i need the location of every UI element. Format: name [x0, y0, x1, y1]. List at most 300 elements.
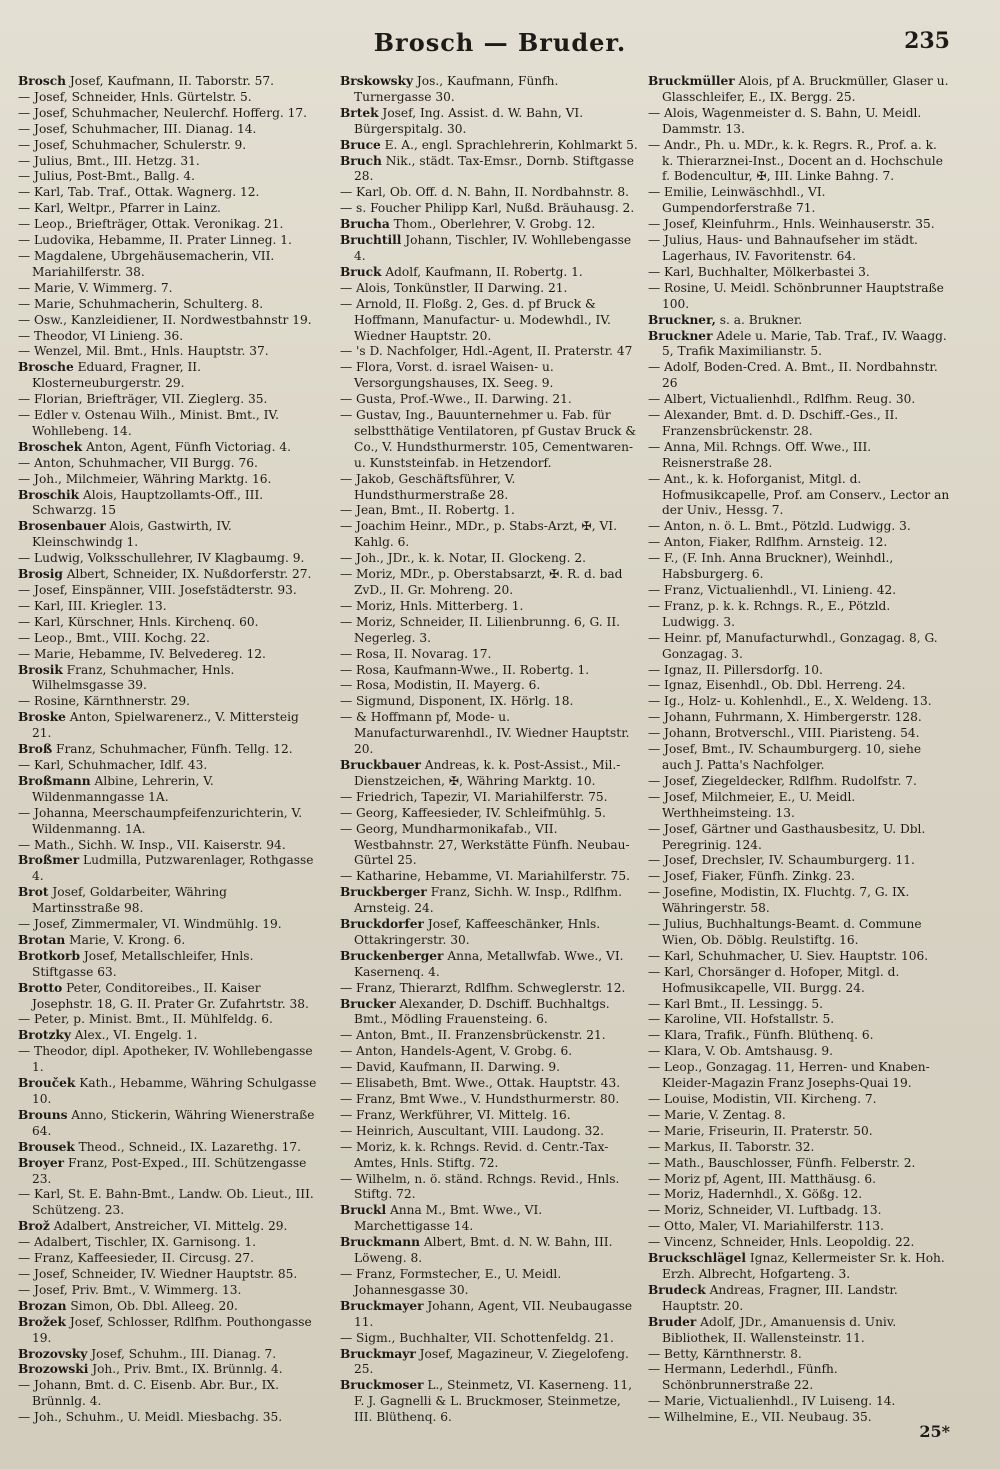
entry-surname: Broßmann [18, 773, 91, 788]
directory-entry [340, 472, 638, 504]
directory-entry [648, 853, 950, 869]
entry-details: — Johanna, Meerschaumpfeifenzurichterin, V. Wildenmanng. 1A. [18, 805, 303, 836]
directory-entry [18, 1267, 318, 1283]
entry-details: Alex., VI. Engelg. 1. [70, 1028, 198, 1043]
directory-entry [648, 360, 950, 392]
signature-mark: 25* [919, 1422, 950, 1441]
entry-surname: Bruckmann [340, 1235, 420, 1250]
entry-details: — Moriz, k. k. Rchngs. Revid. d. Centr.-Tax-Amtes, Hnls. Stiftg. 72. [340, 1139, 609, 1170]
entry-details: Anton, Agent, Fünfh Victoriag. 4. [82, 439, 291, 454]
entry-details: Josef, Magazineur, V. Ziegelofeng. 25. [354, 1346, 629, 1377]
entry-details: — Peter, p. Minist. Bmt., II. Mühlfeldg. 6. [18, 1012, 273, 1027]
entry-details: — Adalbert, Tischler, IX. Garnisong. 1. [18, 1235, 257, 1250]
directory-entry [648, 392, 950, 408]
directory-entry [340, 1140, 638, 1172]
directory-entry [648, 1219, 950, 1235]
directory-entry [18, 742, 318, 758]
directory-entry [18, 217, 318, 233]
entry-details: — Alois, Wagenmeister d. S. Bahn, U. Meidl. Dammstr. 13. [648, 105, 922, 136]
entry-details: — Josef, Ziegeldecker, Rdlfhm. Rudolfstr. 7. [648, 773, 917, 788]
entry-details: — Anton, n. ö. L. Bmt., Pötzld. Ludwigg. 3. [648, 519, 911, 534]
directory-entry [18, 1219, 318, 1235]
directory-entry [648, 1347, 950, 1363]
directory-entry [648, 440, 950, 472]
entry-details: — Georg, Mundharmonikafab., VII. Westbahnstr. 27, Werkstätte Fünfh. Neubau-Gürtel 25. [340, 821, 630, 868]
entry-details: Adalbert, Anstreicher, VI. Mittelg. 29. [49, 1219, 288, 1234]
directory-entry [18, 249, 318, 281]
directory-column-2 [340, 74, 638, 1426]
directory-entry [18, 694, 318, 710]
directory-entry [648, 74, 950, 106]
directory-entry [18, 233, 318, 249]
directory-entry [340, 201, 638, 217]
entry-surname: Brucker [340, 996, 396, 1011]
entry-details: — s. Foucher Philipp Karl, Nußd. Bräuhausg. 2. [340, 201, 635, 216]
entry-surname: Bruck [340, 264, 382, 279]
entry-details: — Alexander, Bmt. d. D. Dschiff.-Ges., II. Franzensbrückenstr. 28. [648, 408, 899, 438]
entry-details: — Emilie, Leinwäschhdl., VI. Gumpendorferstraße 71. [648, 185, 826, 216]
entry-surname: Broß [18, 742, 53, 757]
directory-entry [18, 281, 318, 297]
entry-details: Josef, Kaufmann, II. Taborstr. 57. [66, 74, 274, 88]
directory-entry [648, 1235, 950, 1251]
directory-entry [648, 1172, 950, 1188]
directory-entry [18, 583, 318, 599]
entry-details: — Katharine, Hebamme, VI. Mariahilferstr. 75. [340, 869, 631, 884]
entry-details: — Franz, p. k. k. Rchngs. R., E., Pötzld. Ludwigg. 3. [648, 598, 891, 629]
entry-details: Albine, Lehrerin, V. Wildenmanngasse 1A. [32, 773, 214, 804]
directory-entry [340, 185, 638, 201]
directory-entry [18, 758, 318, 774]
directory-entry [18, 1108, 318, 1140]
directory-entry [648, 774, 950, 790]
directory-entry [648, 265, 950, 281]
directory-entry [18, 1347, 318, 1363]
entry-details: — Anton, Fiaker, Rdlfhm. Arnsteig. 12. [648, 535, 888, 550]
directory-entry [340, 233, 638, 265]
directory-entry [340, 1235, 638, 1267]
entry-details: — Rosine, Kärnthnerstr. 29. [18, 694, 190, 709]
entry-details: Josef, Goldarbeiter, Währing Martinsstraße 98. [32, 885, 227, 916]
directory-entry [18, 185, 318, 201]
entry-details: — Vincenz, Schneider, Hnls. Leopoldig. 22. [648, 1235, 915, 1250]
entry-details: — Josef, Bmt., IV. Schaumburgerg. 10, siehe auch J. Patta's Nachfolger. [648, 742, 922, 772]
entry-details: — Georg, Kaffeesieder, IV. Schleifmühlg. 5. [340, 805, 606, 820]
directory-entry [18, 551, 318, 567]
entry-details: — F., (F. Inh. Anna Bruckner), Weinhdl., Habsburgerg. 6. [648, 551, 894, 582]
directory-entry [18, 917, 318, 933]
directory-entry [648, 1060, 950, 1092]
entry-details: — Josefine, Modistin, IX. Fluchtg. 7, G. IX. Währingerstr. 58. [648, 885, 910, 916]
entry-details: — Julius, Haus- und Bahnaufseher im städt. Lagerhaus, IV. Favoritenstr. 64. [648, 233, 918, 263]
entry-details: — Karl, Tab. Traf., Ottak. Wagnerg. 12. [18, 185, 260, 200]
directory-entry [340, 1124, 638, 1140]
directory-entry [340, 567, 638, 599]
directory-entry [18, 344, 318, 360]
entry-details: — Wilhelmine, E., VII. Neubaug. 35. [648, 1410, 872, 1425]
entry-details: — Louise, Modistin, VII. Kircheng. 7. [648, 1092, 877, 1106]
entry-details: — Moriz, MDr., p. Oberstabsarzt, ✠. R. d. bad ZvD., II. Gr. Mohreng. 20. [340, 567, 623, 597]
entry-surname: Brosch [18, 74, 66, 88]
directory-entry [18, 456, 318, 472]
entry-details: — Jakob, Geschäftsführer, V. Hundsthurmerstraße 28. [340, 471, 516, 502]
entry-details: — Marie, V. Zentag. 8. [648, 1107, 786, 1122]
entry-details: — Josef, Schneider, Hnls. Gürtelstr. 5. [18, 89, 252, 104]
entry-details: Anno, Stickerin, Währing Wienerstraße 64. [32, 1107, 315, 1138]
entry-surname: Brož [18, 1219, 50, 1234]
directory-entry [648, 1124, 950, 1140]
entry-surname: Brouns [18, 1107, 68, 1122]
entry-details: — Wenzel, Mil. Bmt., Hnls. Hauptstr. 37. [18, 344, 269, 359]
entry-details: Josef, Schuhm., III. Dianag. 7. [87, 1346, 277, 1361]
entry-surname: Brosik [18, 662, 63, 677]
entry-surname: Bruckmayer [340, 1298, 424, 1313]
entry-surname: Brozowski [18, 1362, 89, 1377]
directory-entry [340, 917, 638, 949]
directory-entry [340, 710, 638, 758]
entry-details: Franz, Sichh. W. Insp., Rdlfhm. Arnsteig. 24. [354, 885, 622, 916]
directory-entry [18, 647, 318, 663]
entry-details: — Ludovika, Hebamme, II. Prater Linneg. 1. [18, 233, 292, 248]
directory-entry [340, 1028, 638, 1044]
directory-entry [340, 615, 638, 647]
directory-entry [18, 949, 318, 981]
entry-details: Anna, Metallwfab. Wwe., VI. Kasernenq. 4. [354, 948, 624, 979]
entry-details: Albert, Bmt. d. N. W. Bahn, III. Löweng. 8. [354, 1235, 613, 1266]
directory-entry [340, 806, 638, 822]
entry-details: — Karl, Kürschner, Hnls. Kirchenq. 60. [18, 614, 259, 629]
entry-details: — Alois, Tonkünstler, II Darwing. 21. [340, 280, 568, 295]
directory-entry [18, 408, 318, 440]
entry-details: — Franz, Victualienhdl., VI. Linieng. 42. [648, 583, 897, 597]
directory-entry [18, 360, 318, 392]
directory-entry [648, 535, 950, 551]
entry-details: — Johann, Bmt. d. C. Eisenb. Abr. Bur., IX. Brünnlg. 4. [18, 1378, 279, 1409]
entry-details: Josef, Schlosser, Rdlfhm. Pouthongasse 19. [32, 1314, 312, 1345]
entry-surname: Brosenbauer [18, 519, 106, 534]
entry-details: — Theodor, dipl. Apotheker, IV. Wohllebengasse 1. [18, 1044, 313, 1075]
directory-entry [648, 631, 950, 663]
directory-entry [18, 853, 318, 885]
directory-entry [18, 1044, 318, 1076]
entry-details: — Karl, III. Kriegler. 13. [18, 598, 167, 613]
directory-entry [648, 583, 950, 599]
directory-entry [648, 1251, 950, 1283]
directory-entry [648, 1108, 950, 1124]
entry-surname: Bruckmoser [340, 1378, 424, 1393]
entry-details: Joh., Priv. Bmt., IX. Brünnlg. 4. [88, 1362, 283, 1377]
directory-entry [340, 1092, 638, 1108]
directory-entry [340, 869, 638, 885]
entry-details: — Ant., k. k. Hoforganist, Mitgl. d. Hofmusikcapelle, Prof. am Conserv., Lector an der Univ., Hessg. 7. [648, 471, 950, 518]
directory-entry [340, 1299, 638, 1331]
entry-details: — Josef, Kleinfuhrm., Hnls. Weinhauserstr. 35. [648, 217, 935, 232]
entry-details: — Josef, Gärtner und Gasthausbesitz, U. Dbl. Peregrinig. 124. [648, 821, 926, 852]
entry-details: — Moriz, Hnls. Mitterberg. 1. [340, 598, 524, 613]
directory-entry [648, 678, 950, 694]
directory-entry [648, 329, 950, 361]
directory-column-3 [648, 74, 950, 1426]
page-number: 235 [904, 28, 950, 54]
entry-surname: Bruckdorfer [340, 917, 424, 932]
directory-entry [18, 1283, 318, 1299]
page-title: Brosch — Bruder. [373, 28, 627, 57]
directory-entry [340, 663, 638, 679]
entry-details: Adele u. Marie, Tab. Traf., IV. Waagg. 5, Trafik Maximilianstr. 5. [662, 328, 947, 359]
entry-details: — Marie, V. Wimmerg. 7. [18, 280, 173, 295]
directory-entry [340, 519, 638, 551]
entry-surname: Bruchtill [340, 233, 402, 248]
entry-details: — Karl Bmt., II. Lessingg. 5. [648, 996, 823, 1011]
directory-entry [18, 1028, 318, 1044]
directory-entry [648, 726, 950, 742]
directory-entry [18, 1076, 318, 1108]
entry-details: — Julius, Post-Bmt., Ballg. 4. [18, 169, 195, 184]
entry-surname: Bruckschlägel [648, 1251, 747, 1266]
directory-entry [340, 281, 638, 297]
entry-details: — Joachim Heinr., MDr., p. Stabs-Arzt, ✠, VI. Kahlg. 6. [340, 519, 617, 550]
entry-surname: Brotto [18, 980, 63, 995]
directory-entry [18, 169, 318, 185]
entry-details: Eduard, Fragner, II. Klosterneuburgerstr. 29. [32, 360, 201, 391]
directory-entry [340, 1331, 638, 1347]
directory-entry [648, 822, 950, 854]
directory-entry [340, 758, 638, 790]
entry-details: — Rosa, II. Novarag. 17. [340, 646, 492, 661]
entry-details: — Julius, Buchhaltungs-Beamt. d. Commune Wien, Ob. Döblg. Reulstiftg. 16. [648, 917, 922, 947]
entry-surname: Brosche [18, 360, 74, 375]
directory-entry [18, 122, 318, 138]
entry-details: — Rosa, Kaufmann-Wwe., II. Robertg. 1. [340, 662, 590, 677]
entry-surname: Bruckner, [648, 312, 716, 327]
entry-details: — Leop., Bmt., VIII. Kochg. 22. [18, 630, 210, 645]
entry-details: Marie, V. Krong. 6. [65, 932, 186, 947]
directory-entry [648, 1156, 950, 1172]
entry-details: — Josef, Drechsler, IV. Schaumburgerg. 11. [648, 853, 915, 868]
entry-details: — Heinrich, Auscultant, VIII. Laudong. 32. [340, 1123, 605, 1138]
entry-details: — Karl, Ob. Off. d. N. Bahn, II. Nordbahnstr. 8. [340, 185, 630, 200]
directory-entry [340, 408, 638, 472]
entry-details: — Moriz, Schneider, II. Lilienbrunng. 6, G. II. Negerleg. 3. [340, 614, 621, 645]
directory-entry [648, 710, 950, 726]
directory-entry [340, 297, 638, 345]
entry-details: — Anton, Bmt., II. Franzensbrückenstr. 21. [340, 1028, 606, 1043]
entry-surname: Broske [18, 710, 66, 725]
entry-surname: Brotzky [18, 1028, 71, 1043]
entry-details: — & Hoffmann pf, Mode- u. Manufacturwarenhdl., IV. Wiedner Hauptstr. 20. [340, 710, 630, 757]
directory-entry [648, 1028, 950, 1044]
directory-entry [340, 1378, 638, 1426]
entry-details: — Julius, Bmt., III. Hetzg. 31. [18, 153, 200, 168]
directory-entry [340, 1203, 638, 1235]
entry-details: — Josef, Zimmermaler, VI. Windmühlg. 19. [18, 917, 282, 932]
directory-entry [340, 885, 638, 917]
entry-details: — Hermann, Lederhdl., Fünfh. Schönbrunnerstraße 22. [648, 1362, 838, 1393]
entry-details: Franz, Post-Exped., III. Schützengasse 23. [32, 1155, 307, 1186]
directory-entry [648, 917, 950, 949]
entry-details: — Josef, Schuhmacher, III. Dianag. 14. [18, 121, 257, 136]
entry-details: — Karl, Schuhmacher, U. Siev. Hauptstr. 106. [648, 948, 929, 963]
entry-surname: Brožek [18, 1314, 66, 1329]
entry-details: — Adolf, Boden-Cred. A. Bmt., II. Nordbahnstr. 26 [648, 360, 938, 391]
entry-surname: Broßmer [18, 853, 80, 868]
directory-entry [18, 710, 318, 742]
directory-entry [18, 392, 318, 408]
entry-surname: Brozan [18, 1298, 67, 1313]
directory-entry [340, 678, 638, 694]
entry-surname: Bruch [340, 153, 382, 168]
entry-details: — Ludwig, Volksschullehrer, IV Klagbaumg. 9. [18, 551, 305, 566]
entry-surname: Bruder [648, 1314, 697, 1329]
entry-details: Simon, Ob. Dbl. Alleeg. 20. [66, 1298, 238, 1313]
directory-entry [340, 344, 638, 360]
entry-details: — Anton, Schuhmacher, VII Burgg. 76. [18, 455, 258, 470]
entry-details: — Markus, II. Taborstr. 32. [648, 1139, 815, 1154]
directory-entry [648, 1410, 950, 1426]
entry-details: — Sigmund, Disponent, IX. Hörlg. 18. [340, 694, 574, 709]
entry-details: Ignaz, Kellermeister Sr. k. Hoh. Erzh. Albrecht, Hofgarteng. 3. [662, 1251, 945, 1281]
directory-entry [648, 663, 950, 679]
directory-entry [340, 392, 638, 408]
entry-details: — Franz, Bmt Wwe., V. Hundsthurmerstr. 80. [340, 1092, 620, 1106]
entry-details: Kath., Hebamme, Währing Schulgasse 10. [32, 1076, 317, 1106]
directory-entry [18, 1362, 318, 1378]
entry-surname: Brskowsky [340, 74, 414, 88]
entry-details: Peter, Conditoreibes., II. Kaiser Josephstr. 18, G. II. Prater Gr. Zufahrtstr. 38. [32, 980, 309, 1011]
directory-entry [340, 1076, 638, 1092]
entry-details: Alois, pf A. Bruckmüller, Glaser u. Glasschleifer, E., IX. Bergg. 25. [662, 74, 949, 104]
entry-details: — Marie, Schuhmacherin, Schulterg. 8. [18, 296, 264, 311]
directory-entry [340, 217, 638, 233]
entry-details: Johann, Tischler, IV. Wohllebengasse 4. [354, 233, 632, 263]
entry-details: Josef, Metallschleifer, Hnls. Stiftgasse 63. [32, 948, 254, 979]
directory-entry [648, 281, 950, 313]
directory-column-1 [18, 74, 318, 1426]
directory-entry [340, 1267, 638, 1299]
directory-entry [340, 1060, 638, 1076]
entry-surname: Brosig [18, 567, 63, 582]
entry-details: — Josef, Einspänner, VIII. Josefstädterstr. 93. [18, 583, 297, 597]
entry-details: — Anna, Mil. Rchngs. Off. Wwe., III. Reisnerstraße 28. [648, 439, 872, 470]
directory-entry [648, 185, 950, 217]
directory-entry [340, 822, 638, 870]
entry-details: — Flora, Vorst. d. israel Waisen- u. Versorgungshauses, IX. Seeg. 9. [340, 360, 554, 391]
directory-entry [18, 885, 318, 917]
directory-entry [18, 472, 318, 488]
entry-details: — Osw., Kanzleidiener, II. Nordwestbahnstr 19. [18, 312, 312, 327]
entry-details: — Franz, Thierarzt, Rdlfhm. Schweglerstr. 12. [340, 980, 626, 995]
entry-surname: Brotkorb [18, 948, 80, 963]
entry-details: Andreas, k. k. Post-Assist., Mil.-Dienstzeichen, ✠, Währing Marktg. 10. [354, 757, 621, 788]
directory-entry [648, 1315, 950, 1347]
directory-entry [18, 106, 318, 122]
entry-surname: Brudeck [648, 1282, 706, 1297]
entry-details: Nik., städt. Tax-Emsr., Dornb. Stiftgasse 28. [354, 153, 634, 184]
directory-entry [18, 1251, 318, 1267]
directory-entry [648, 949, 950, 965]
directory-entry [340, 138, 638, 154]
entry-details: Adolf, JDr., Amanuensis d. Univ. Bibliothek, II. Wallensteinstr. 11. [662, 1314, 897, 1345]
directory-entry [340, 1044, 638, 1060]
entry-details: — Magdalene, Ubrgehäusemacherin, VII. Mariahilferstr. 38. [18, 248, 275, 279]
entry-details: — Karoline, VII. Hofstallstr. 5. [648, 1012, 835, 1027]
entry-surname: Bruce [340, 137, 381, 152]
directory-entry [18, 74, 318, 90]
entry-details: Alexander, D. Dschiff. Buchhaltgs. Bmt., Mödling Frauensteing. 6. [354, 996, 610, 1027]
directory-entry [18, 1012, 318, 1028]
entry-details: — Anton, Handels-Agent, V. Grobg. 6. [340, 1044, 573, 1059]
entry-details: — Wilhelm, n. ö. ständ. Rchngs. Revid., Hnls. Stiftg. 72. [340, 1171, 620, 1202]
entry-details: — 's D. Nachfolger, Hdl.-Agent, II. Praterstr. 47 [340, 344, 633, 359]
directory-entry [18, 138, 318, 154]
directory-entry [648, 313, 950, 329]
entry-details: — Leop., Gonzagag. 11, Herren- und Knaben-Kleider-Magazin Franz Josephs-Quai 19. [648, 1060, 930, 1091]
entry-details: — Albert, Victualienhdl., Rdlfhm. Reug. 30. [648, 392, 916, 407]
entry-details: — Theodor, VI Linieng. 36. [18, 328, 184, 343]
directory-entry [648, 233, 950, 265]
directory-entry [18, 313, 318, 329]
entry-details: — Josef, Schuhmacher, Neulerchf. Hofferg. 17. [18, 105, 307, 120]
entry-details: Albert, Schneider, IX. Nußdorferstr. 27. [62, 567, 312, 582]
entry-details: Adolf, Kaufmann, II. Robertg. 1. [381, 264, 583, 279]
entry-details: Johann, Agent, VII. Neubaugasse 11. [354, 1298, 633, 1329]
entry-details: — Josef, Fiaker, Fünfh. Zinkg. 23. [648, 869, 855, 884]
directory-entry [340, 551, 638, 567]
entry-surname: Brot [18, 885, 49, 900]
entry-details: — Franz, Werkführer, VI. Mittelg. 16. [340, 1107, 571, 1122]
directory-entry [648, 551, 950, 583]
entry-details: — Josef, Schuhmacher, Schulerstr. 9. [18, 137, 247, 152]
entry-details: — Karl, Buchhalter, Mölkerbastei 3. [648, 264, 870, 279]
entry-details: — Rosa, Modistin, II. Mayerg. 6. [340, 678, 541, 693]
directory-entry [340, 1172, 638, 1204]
entry-details: — Andr., Ph. u. MDr., k. k. Regrs. R., Prof. a. k. k. Thierarznei-Inst., Docent an d. Hochschule f. Bodencultur, ✠, III. Linke Bahng. 7. [648, 137, 943, 184]
entry-surname: Brucha [340, 217, 390, 232]
directory-entry [648, 1283, 950, 1315]
directory-entry [18, 806, 318, 838]
entry-surname: Broschek [18, 439, 83, 454]
directory-entry [18, 838, 318, 854]
entry-details: Josef, Ing. Assist. d. W. Bahn, VI. Bürgerspitalg. 30. [354, 105, 584, 136]
directory-entry [648, 1203, 950, 1219]
directory-entry [18, 154, 318, 170]
entry-details: — Joh., Milchmeier, Währing Marktg. 16. [18, 471, 272, 486]
directory-entry [18, 201, 318, 217]
entry-details: — Klara, Trafik., Fünfh. Blüthenq. 6. [648, 1028, 874, 1043]
page-header [0, 28, 1000, 68]
entry-details: — Marie, Hebamme, IV. Belvederеg. 12. [18, 646, 266, 661]
entry-surname: Broschik [18, 487, 80, 502]
entry-surname: Brotan [18, 932, 66, 947]
directory-entry [648, 138, 950, 186]
entry-details: — Franz, Formstecher, E., U. Meidl. Johannesgasse 30. [340, 1266, 562, 1297]
entry-details: — Joh., Schuhm., U. Meidl. Miesbachg. 35. [18, 1410, 283, 1425]
entry-surname: Bruckbauer [340, 757, 421, 772]
directory-entry [340, 74, 638, 106]
directory-entry [18, 599, 318, 615]
entry-details: — Johann, Brotverschl., VIII. Piaristeng. 54. [648, 726, 920, 741]
directory-entry [18, 1187, 318, 1219]
entry-details: Franz, Schuhmacher, Fünfh. Tellg. 12. [52, 742, 293, 757]
entry-details: — Ignaz, Eisenhdl., Ob. Dbl. Herreng. 24. [648, 678, 906, 693]
directory-entry [18, 663, 318, 695]
directory-entry [648, 869, 950, 885]
directory-entry [18, 933, 318, 949]
directory-entry [340, 503, 638, 519]
directory-entry [648, 472, 950, 520]
entry-details: — Math., Bauschlosser, Fünfh. Felberstr. 2. [648, 1155, 916, 1170]
entry-details: — Friedrich, Tapezir, VI. Mariahilferstr. 75. [340, 789, 608, 804]
